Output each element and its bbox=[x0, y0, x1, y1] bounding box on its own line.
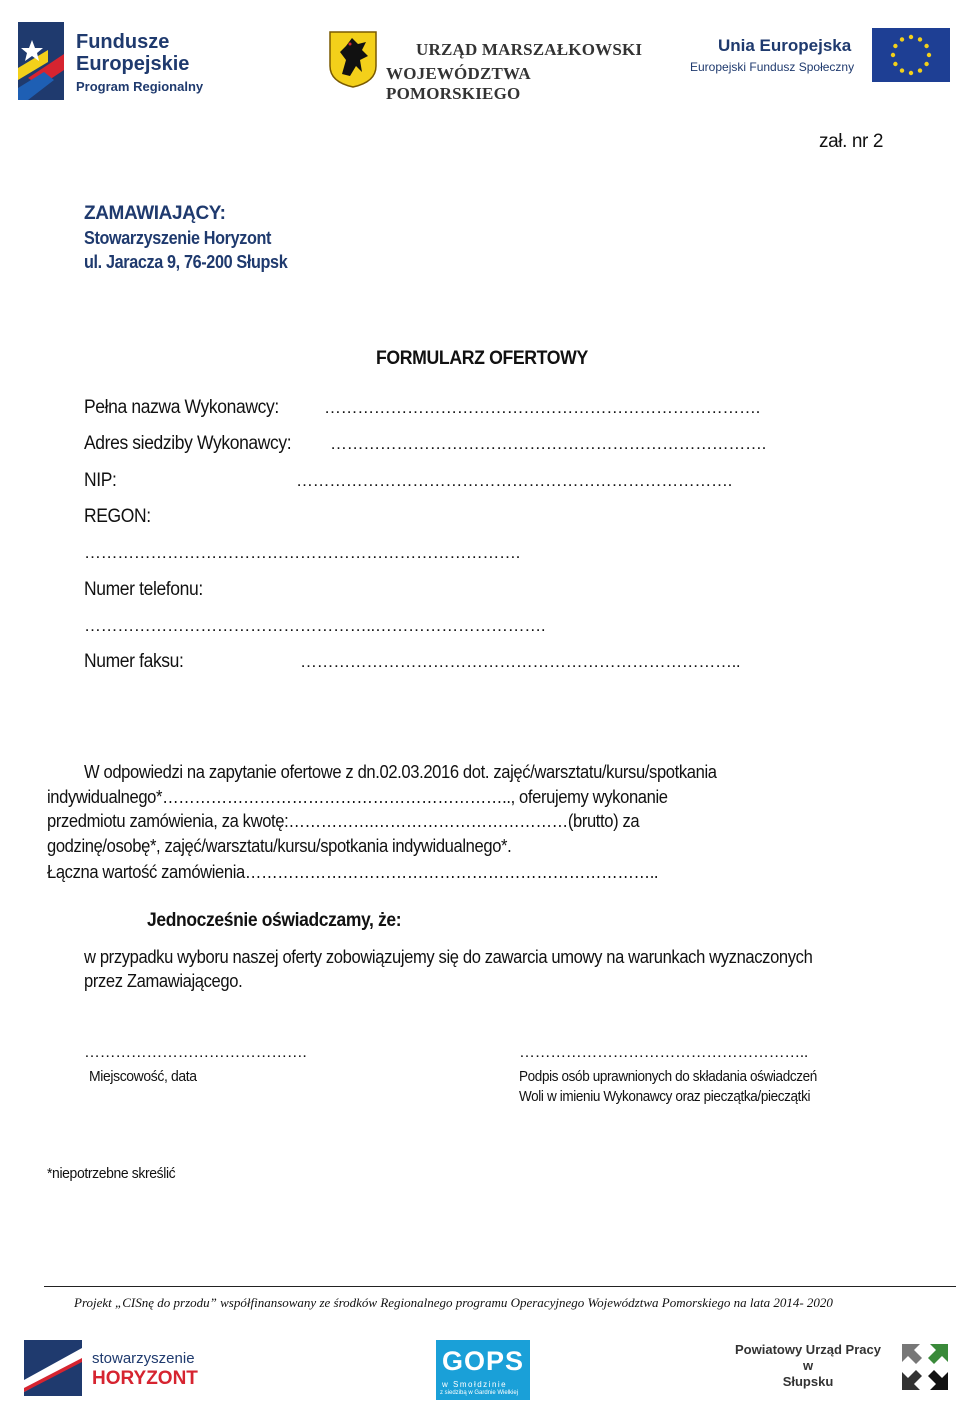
ue-line2: Europejski Fundusz Społeczny bbox=[690, 60, 855, 74]
fax-field[interactable]: …………………………………………………………………….. bbox=[300, 652, 741, 671]
offer-text-line-3: przedmiotu zamówienia, za kwotę:…………….………………………………(brutto) za bbox=[47, 811, 640, 831]
logo-unia-europejska bbox=[688, 28, 952, 84]
phone-field[interactable]: ……………………………………………..…………………………. bbox=[84, 616, 546, 635]
address-label: Adres siedziby Wykonawcy: bbox=[84, 433, 292, 454]
total-value-line: Łączna wartość zamówienia………………………………………………………………….. bbox=[47, 862, 659, 882]
offer-text-line-1: W odpowiedzi na zapytanie ofertowe z dn.02.03.2016 dot. zajęć/warsztatu/kursu/spotkania bbox=[84, 762, 717, 782]
pup-line1: Powiatowy Urząd Pracy bbox=[735, 1342, 881, 1357]
form-title: FORMULARZ OFERTOWY bbox=[376, 348, 588, 369]
offer-text-line-2: indywidualnego*……………………………………………………….., oferujemy wykonanie bbox=[47, 787, 668, 807]
fe-line2: Europejskie bbox=[76, 53, 190, 75]
signature-caption-line-1: Podpis osób uprawnionych do składania oświadczeń bbox=[519, 1068, 817, 1085]
client-heading: ZAMAWIAJĄCY: bbox=[84, 203, 226, 224]
gops-line2: z siedzibą w Gardnie Wielkiej bbox=[440, 1390, 519, 1396]
logo-stowarzyszenie-horyzont bbox=[24, 1338, 200, 1398]
phone-label: Numer telefonu: bbox=[84, 579, 203, 600]
client-address: ul. Jaracza 9, 76-200 Słupsk bbox=[84, 252, 288, 272]
place-date-field[interactable]: ……………………………………. bbox=[84, 1044, 307, 1061]
eu-flag-icon bbox=[872, 28, 950, 82]
fax-label: Numer faksu: bbox=[84, 651, 184, 672]
footnote: *niepotrzebne skreślić bbox=[47, 1165, 176, 1182]
declaration-line-2: przez Zamawiającego. bbox=[84, 971, 243, 991]
footer-project-note: Projekt „CISnę do przodu” współfinansowany ze środków Regionalnego programu Operacyjnego Województwa Pomorskiego na lata 2014- 2020 bbox=[74, 1295, 833, 1310]
pup-line2: w bbox=[802, 1358, 814, 1373]
pup-line3: Słupsku bbox=[782, 1374, 834, 1389]
um-line2: WOJEWÓDZTWA POMORSKIEGO bbox=[386, 64, 530, 103]
um-line1: URZĄD MARSZAŁKOWSKI bbox=[416, 40, 643, 59]
footer-divider bbox=[44, 1286, 956, 1287]
declaration-line-1: w przypadku wyboru naszej oferty zobowiązujemy się do zawarcia umowy na warunkach wyznaczonych bbox=[84, 947, 813, 967]
gops-line1: w Smołdzinie bbox=[442, 1380, 508, 1389]
full-name-field[interactable]: ……………………………………………………………………. bbox=[324, 398, 760, 417]
regon-label: REGON: bbox=[84, 506, 151, 527]
full-name-label: Pełna nazwa Wykonawcy: bbox=[84, 397, 279, 418]
ue-line1: Unia Europejska bbox=[718, 36, 852, 55]
client-name: Stowarzyszenie Horyzont bbox=[84, 228, 272, 248]
nip-field[interactable]: ……………………………………………………………………. bbox=[296, 471, 732, 490]
address-field[interactable]: ……………………………………………………………………. bbox=[330, 434, 766, 453]
horyzont-line2: HORYZONT bbox=[92, 1368, 198, 1389]
pup-arrows-icon bbox=[900, 1342, 950, 1392]
place-date-caption: Miejscowość, data bbox=[89, 1068, 197, 1085]
gops-name: GOPS bbox=[442, 1346, 525, 1376]
signature-caption-line-2: Woli w imieniu Wykonawcy oraz pieczątka/pieczątki bbox=[519, 1088, 811, 1105]
fe-line1: Fundusze bbox=[76, 31, 170, 53]
griffin-crest-icon bbox=[328, 30, 378, 88]
horyzont-mark-icon bbox=[24, 1340, 82, 1396]
logo-powiatowy-urzad-pracy bbox=[722, 1340, 950, 1396]
signature-field[interactable]: ……………………………………………….. bbox=[519, 1044, 808, 1061]
nip-label: NIP: bbox=[84, 470, 117, 491]
horyzont-line1: stowarzyszenie bbox=[92, 1350, 195, 1367]
regon-field[interactable]: ……………………………………………………………………. bbox=[84, 543, 520, 562]
offer-text-line-4: godzinę/osobę*, zajęć/warsztatu/kursu/spotkania indywidualnego*. bbox=[47, 836, 512, 856]
logo-gops bbox=[436, 1340, 530, 1400]
fe-flag-icon bbox=[18, 22, 64, 100]
logo-urzad-marszalkowski bbox=[328, 30, 648, 103]
fe-line3: Program Regionalny bbox=[76, 79, 204, 94]
logo-fundusze-europejskie bbox=[18, 22, 228, 102]
declaration-heading: Jednocześnie oświadczamy, że: bbox=[147, 910, 402, 931]
attachment-number: zał. nr 2 bbox=[819, 131, 883, 152]
